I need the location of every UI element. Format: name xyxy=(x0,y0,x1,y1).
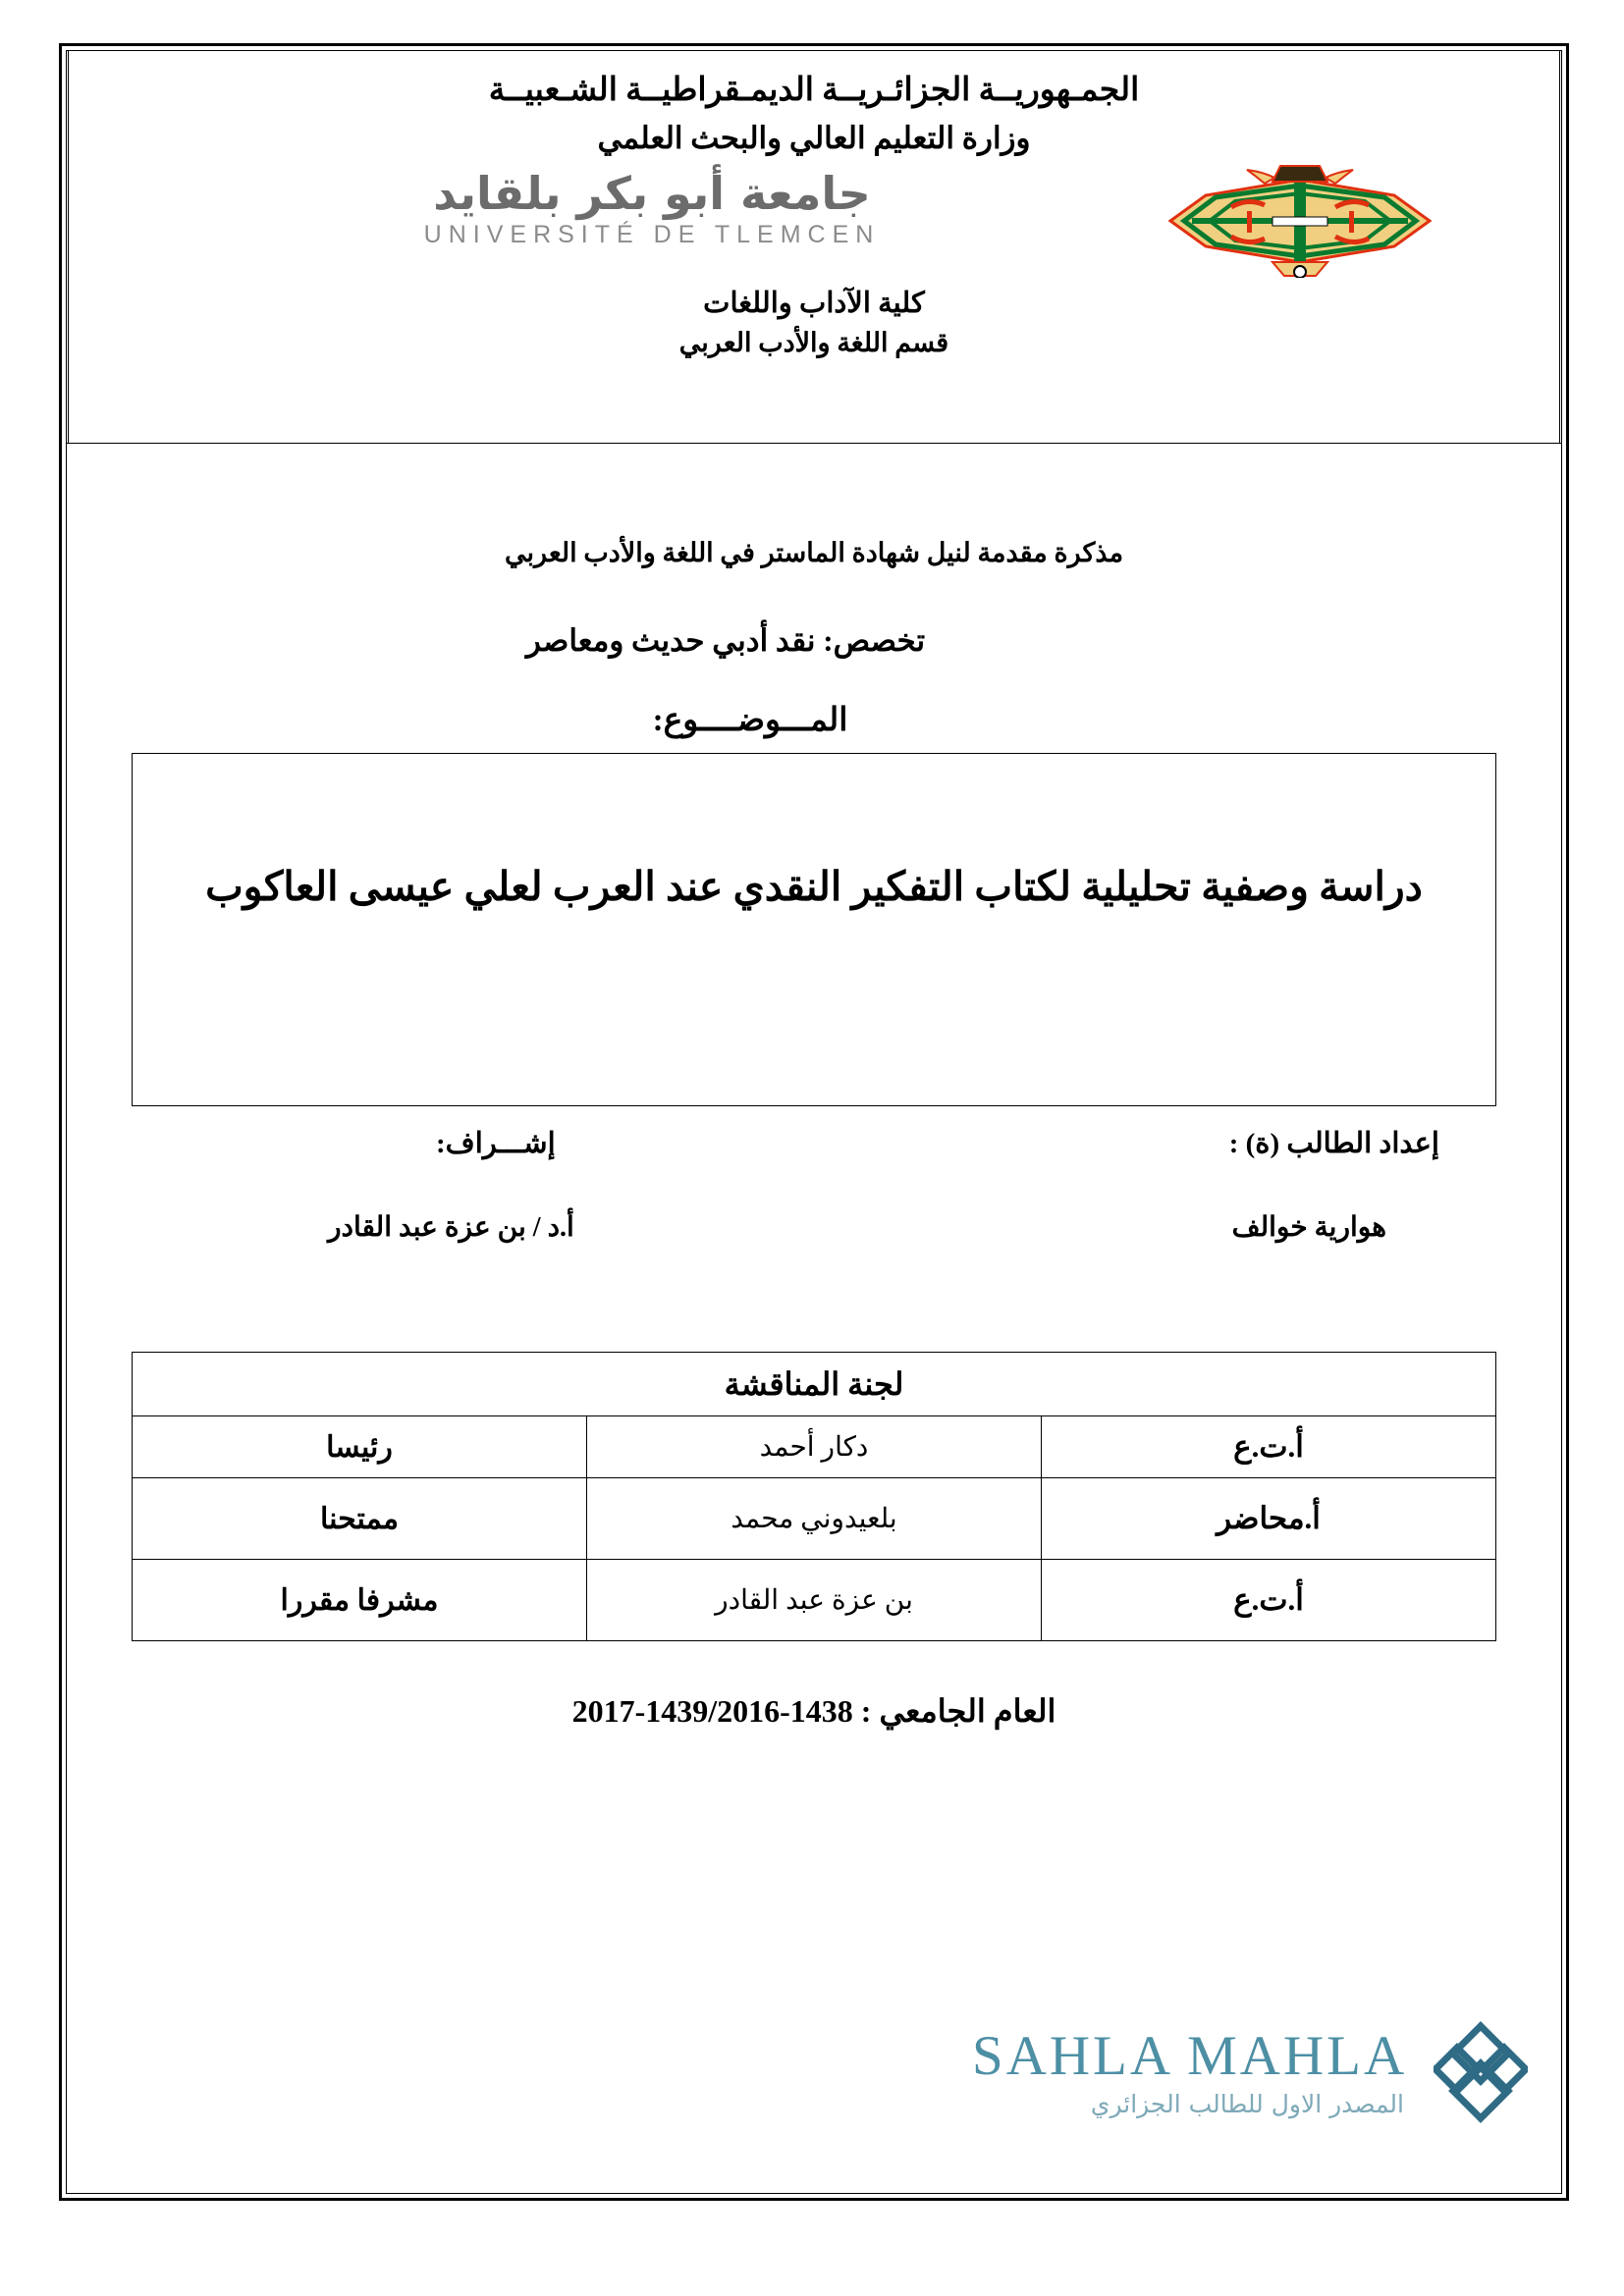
university-wordmark xyxy=(67,166,1237,249)
page-content xyxy=(67,51,1561,2193)
jury-title-row xyxy=(133,1353,1496,1416)
table-row xyxy=(133,1560,1496,1641)
jury-rank: أ.ت.ع xyxy=(1042,1560,1496,1641)
page-border-outer xyxy=(59,43,1569,2201)
jury-name: بن عزة عبد القادر xyxy=(587,1560,1042,1641)
department-heading: قسم اللغة والأدب العربي xyxy=(678,328,949,358)
supervisor-label: إشـــراف: xyxy=(436,1128,556,1159)
jury-role: رئيسا xyxy=(133,1416,587,1478)
ministry-heading: وزارة التعليم العالي والبحث العلمي xyxy=(597,120,1031,155)
watermark-title: SAHLA MAHLA xyxy=(972,2025,1408,2087)
faculty-heading: كلية الآداب واللغات xyxy=(703,287,925,319)
jury-title: لجنة المناقشة xyxy=(133,1353,1496,1416)
jury-rank: أ.ت.ع xyxy=(1042,1416,1496,1478)
table-row xyxy=(133,1478,1496,1560)
jury-table xyxy=(132,1352,1496,1641)
header-section xyxy=(67,51,1561,444)
table-row xyxy=(133,1416,1496,1478)
degree-statement: مذكرة مقدمة لنيل شهادة الماستر في اللغة والأدب العربي xyxy=(504,538,1124,567)
jury-name: دكار أحمد xyxy=(587,1416,1042,1478)
supervisor-name: أ.د / بن عزة عبد القادر xyxy=(328,1212,574,1243)
body-section xyxy=(67,444,1561,2193)
jury-rank: أ.محاضر xyxy=(1042,1478,1496,1560)
thesis-title-box xyxy=(132,753,1496,1106)
academic-year: العام الجامعي : 1438-1439/2016-2017 xyxy=(571,1693,1056,1729)
republic-heading: الجمـهوريــة الجزائـريــة الديمـقراطيــة الشـعبيــة xyxy=(488,73,1140,108)
page-border-inner xyxy=(66,50,1562,2194)
jury-role: مشرفا مقررا xyxy=(133,1560,587,1641)
jury-role: ممتحنا xyxy=(133,1478,587,1560)
university-logo-row xyxy=(67,168,1561,278)
university-name-french: UNIVERSITÉ DE TLEMCEN xyxy=(423,221,881,249)
subject-label: المـــوضــــوع: xyxy=(652,703,848,738)
watermark-subtitle: المصدر الاول للطالب الجزائري xyxy=(1090,2090,1404,2118)
watermark xyxy=(972,2010,1522,2158)
watermark-logo-icon xyxy=(1434,2018,1528,2126)
university-name-arabic: جامعة أبو بكر بلقايد xyxy=(433,166,871,220)
thesis-title: دراسة وصفية تحليلية لكتاب التفكير النقدي عند العرب لعلي عيسى العاكوب xyxy=(205,864,1423,909)
watermark-row xyxy=(972,2010,1522,2158)
people-names-row xyxy=(132,1210,1496,1257)
student-name: هوارية خوالف xyxy=(1231,1212,1386,1243)
people-labels-row xyxy=(132,1126,1496,1169)
university-emblem-icon xyxy=(1163,164,1437,278)
jury-name: بلعيدوني محمد xyxy=(587,1478,1042,1560)
student-label: إعداد الطالب (ة) : xyxy=(1228,1128,1439,1159)
watermark-text xyxy=(972,2025,1408,2118)
specialization-line: تخصص: نقد أدبي حديث ومعاصر xyxy=(525,623,926,658)
